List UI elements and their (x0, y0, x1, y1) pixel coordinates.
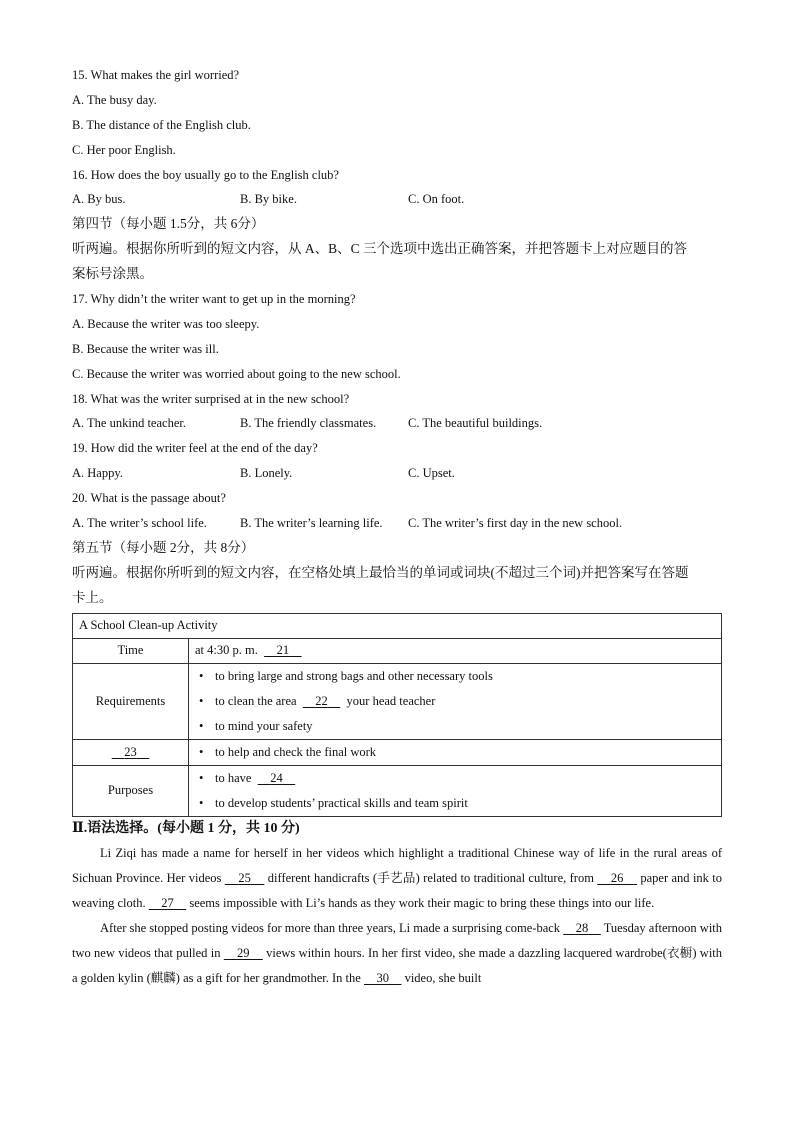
q20-option-a: A. The writer’s school life. (72, 516, 207, 531)
passage-paragraph-2: After she stopped posting videos for more than three years, Li made a surprising come-back 28 Tuesday afternoon with two new videos that pulled in 29 views within hours. In her first video, she made a dazzling lacquered wardrobe(衣橱) with a golden kylin (麒麟) as a gift for her grandmother. In the 30 video, she built (72, 921, 723, 986)
q19-option-b: B. Lonely. (240, 466, 293, 481)
table-title: A School Clean-up Activity (73, 613, 722, 638)
purpose-1: • to have 24 (195, 766, 715, 791)
q19-option-a: A. Happy. (72, 466, 123, 481)
requirements-cell (189, 663, 722, 739)
blank-30: 30 (376, 971, 389, 986)
purposes-cell (189, 765, 722, 816)
q20-options (72, 511, 722, 536)
q19-options (72, 461, 722, 486)
time-value: at 4:30 p. m. (195, 643, 258, 658)
q16-option-c: C. On foot. (408, 192, 465, 207)
blank-26: 26 (610, 871, 624, 886)
blank-28: 28 (575, 921, 589, 936)
q18-stem: 18. What was the writer surprised at in the new school? (72, 391, 350, 406)
q20-option-c: C. The writer’s first day in the new school. (408, 516, 623, 531)
activity-table (72, 613, 722, 817)
requirement-2: • to clean the area 22 your head teacher (199, 693, 436, 708)
row23-item: • to help and check the final work (199, 744, 377, 759)
purpose-2: • to develop students’ practical skills and team spirit (199, 795, 468, 810)
blank-27: 27 (161, 896, 174, 911)
blank-24: 24 (270, 770, 283, 785)
q18-option-a: A. The unkind teacher. (72, 416, 186, 431)
q19-option-c: C. Upset. (408, 466, 455, 481)
section2-title: Ⅱ.语法选择。(每小题 1 分，共 10 分) (72, 820, 300, 836)
blank-23-cell (73, 739, 189, 765)
q17-option-c: C. Because the writer was worried about going to the new school. (72, 366, 401, 381)
requirements-label: Requirements (73, 663, 189, 739)
blank-25: 25 (238, 871, 251, 886)
section5-instruction-line1: 听两遍。根据你所听到的短文内容，在空格处填上最恰当的单词或词块(不超过三个词)并把答案写在答题 (72, 564, 689, 580)
q20-option-b: B. The writer’s learning life. (240, 516, 383, 531)
purposes-label: Purposes (73, 765, 189, 816)
q20-stem: 20. What is the passage about? (72, 491, 226, 506)
q15-option-a: A. The busy day. (72, 92, 157, 107)
time-label: Time (73, 638, 189, 663)
q16-option-a: A. By bus. (72, 192, 126, 207)
requirement-1: • to bring large and strong bags and other necessary tools (199, 668, 493, 683)
q19-stem: 19. How did the writer feel at the end of the day? (72, 441, 318, 456)
q15-option-c: C. Her poor English. (72, 142, 176, 157)
q15-stem: 15. What makes the girl worried? (72, 68, 240, 82)
q17-option-b: B. Because the writer was ill. (72, 341, 219, 356)
blank-22: 22 (315, 693, 328, 708)
exam-page (72, 63, 722, 991)
section5-instruction-line2: 卡上。 (72, 589, 113, 605)
section5-title: 第五节（每小题 2分，共 8分） (72, 539, 255, 555)
blank-21: 21 (276, 643, 290, 658)
q18-option-c: C. The beautiful buildings. (408, 416, 543, 431)
section4-instruction-line2: 案标号涂黑。 (72, 266, 153, 282)
q18-options (72, 411, 722, 436)
blank-23: 23 (124, 744, 137, 759)
time-cell (189, 638, 722, 663)
q17-option-a: A. Because the writer was too sleepy. (72, 316, 260, 331)
q16-stem: 16. How does the boy usually go to the English club? (72, 167, 339, 182)
passage-paragraph-1: Li Ziqi has made a name for herself in her videos which highlight a traditional Chinese way of life in the rural areas of Sichuan Province. Her videos 25 different handicrafts (手艺品) related to traditional culture, from 26 paper and ink to weaving cloth. 27 seems impossible with Li’s hands as they work their magic to bring these things into our life. (72, 846, 723, 911)
q18-option-b: B. The friendly classmates. (240, 416, 377, 431)
section4-title: 第四节（每小题 1.5分，共 6分） (72, 216, 265, 232)
q17-stem: 17. Why didn’t the writer want to get up in the morning? (72, 292, 356, 307)
row23-cell (189, 739, 722, 765)
requirement-3: • to mind your safety (199, 718, 313, 733)
q16-option-b: B. By bike. (240, 192, 297, 207)
q16-options (72, 187, 722, 212)
section4-instruction-line1: 听两遍。根据你所听到的短文内容，从 A、B、C 三个选项中选出正确答案，并把答题卡上对应题目的答 (72, 241, 688, 257)
q15-option-b: B. The distance of the English club. (72, 117, 251, 132)
blank-29: 29 (237, 946, 250, 961)
